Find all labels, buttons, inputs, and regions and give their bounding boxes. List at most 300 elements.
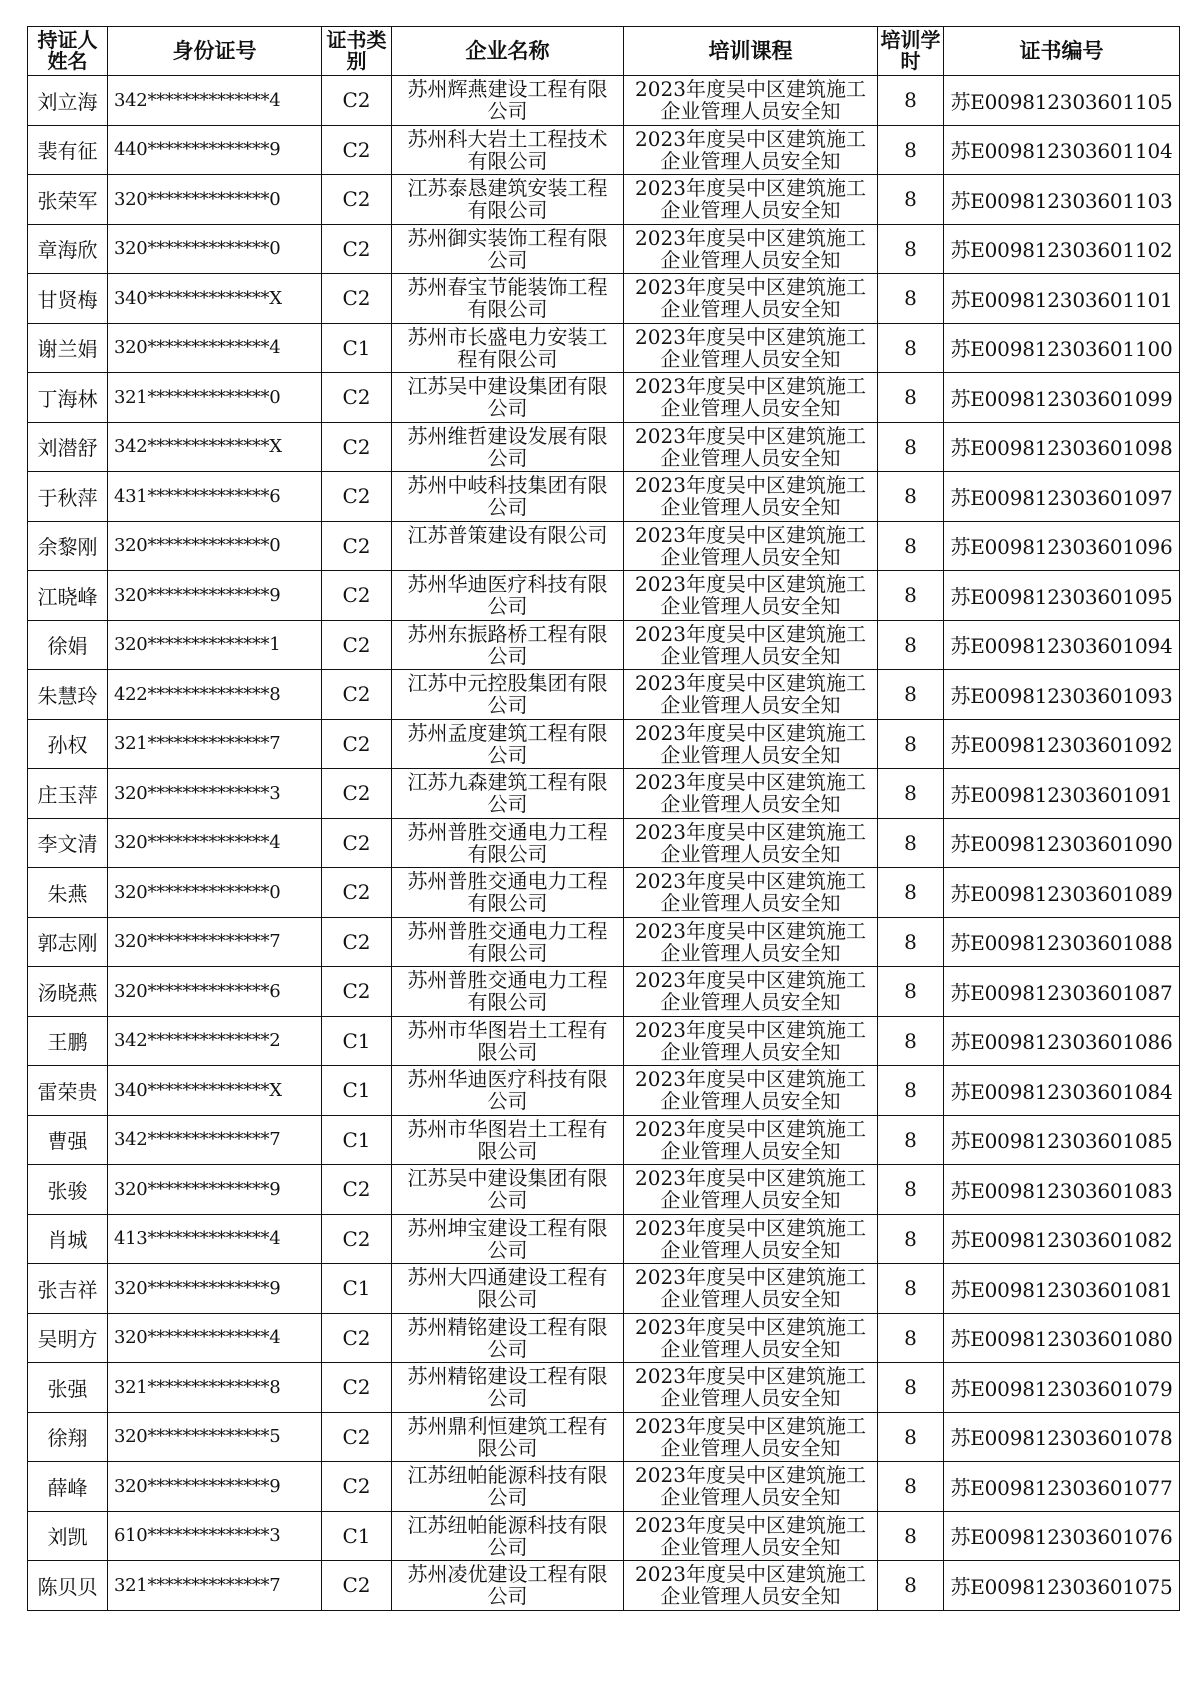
company-name-text: 苏州坤宝建设工程有限公司 — [407, 1215, 608, 1262]
id-number-cell: 320**************0 — [108, 521, 322, 571]
holder-name-cell: 吴明方 — [28, 1313, 108, 1363]
certificate-number-cell: 苏E009812303601102 — [944, 224, 1180, 274]
id-number-cell: 342**************4 — [108, 76, 322, 126]
header-certificate-category: 证书类别 — [322, 27, 392, 76]
table-row — [28, 818, 1180, 868]
holder-name-cell: 朱燕 — [28, 868, 108, 918]
company-name-cell — [392, 1115, 624, 1165]
table-row — [28, 1264, 1180, 1314]
training-course-cell — [624, 868, 878, 918]
table-row — [28, 1462, 1180, 1512]
training-course-text: 2023年度吴中区建筑施工企业管理人员安全知 — [635, 77, 866, 124]
table-row — [28, 224, 1180, 274]
holder-name-cell: 甘贤梅 — [28, 274, 108, 324]
table-row — [28, 125, 1180, 175]
id-number-cell: 610**************3 — [108, 1511, 322, 1561]
certificate-category-cell: C2 — [322, 472, 392, 522]
training-course-cell — [624, 1462, 878, 1512]
header-training-hours: 培训学时 — [878, 27, 944, 76]
id-number-cell: 340**************X — [108, 1066, 322, 1116]
company-name-text: 苏州普胜交通电力工程有限公司 — [407, 918, 608, 965]
company-name-text: 江苏吴中建设集团有限公司 — [407, 374, 608, 421]
certificate-category-cell: C2 — [322, 1214, 392, 1264]
holder-name-cell: 张荣军 — [28, 175, 108, 225]
id-number-cell: 321**************7 — [108, 719, 322, 769]
holder-name-cell: 曹强 — [28, 1115, 108, 1165]
training-course-cell — [624, 670, 878, 720]
company-name-text: 苏州御实装饰工程有限公司 — [407, 225, 608, 272]
holder-name-cell: 庄玉萍 — [28, 769, 108, 819]
company-name-text: 苏州凌优建设工程有限公司 — [407, 1562, 608, 1609]
certificate-number-cell: 苏E009812303601103 — [944, 175, 1180, 225]
id-number-cell: 431**************6 — [108, 472, 322, 522]
training-hours-cell: 8 — [878, 1511, 944, 1561]
certificate-number-cell: 苏E009812303601094 — [944, 620, 1180, 670]
table-row — [28, 373, 1180, 423]
certificate-category-cell: C2 — [322, 274, 392, 324]
company-name-text: 江苏中元控股集团有限公司 — [407, 671, 608, 718]
training-hours-cell: 8 — [878, 1462, 944, 1512]
training-course-text: 2023年度吴中区建筑施工企业管理人员安全知 — [635, 324, 866, 371]
company-name-cell — [392, 1214, 624, 1264]
company-name-cell — [392, 967, 624, 1017]
company-name-text: 苏州普胜交通电力工程有限公司 — [407, 968, 608, 1015]
company-name-text: 苏州鼎利恒建筑工程有限公司 — [407, 1413, 608, 1460]
training-hours-cell: 8 — [878, 125, 944, 175]
table-row — [28, 1214, 1180, 1264]
certificate-category-cell: C2 — [322, 1462, 392, 1512]
holder-name-cell: 张吉祥 — [28, 1264, 108, 1314]
company-name-cell — [392, 1462, 624, 1512]
company-name-text: 苏州春宝节能装饰工程有限公司 — [407, 275, 608, 322]
certificate-category-cell: C2 — [322, 76, 392, 126]
certificate-number-cell: 苏E009812303601084 — [944, 1066, 1180, 1116]
id-number-cell: 422**************8 — [108, 670, 322, 720]
training-course-cell — [624, 1016, 878, 1066]
certificate-number-cell: 苏E009812303601080 — [944, 1313, 1180, 1363]
certificate-category-cell: C2 — [322, 868, 392, 918]
certificate-number-cell: 苏E009812303601096 — [944, 521, 1180, 571]
company-name-cell — [392, 1561, 624, 1611]
certificate-number-cell: 苏E009812303601086 — [944, 1016, 1180, 1066]
company-name-text: 江苏纽帕能源科技有限公司 — [407, 1512, 608, 1559]
certificate-number-cell: 苏E009812303601090 — [944, 818, 1180, 868]
certificate-category-cell: C2 — [322, 620, 392, 670]
holder-name-cell: 陈贝贝 — [28, 1561, 108, 1611]
training-course-text: 2023年度吴中区建筑施工企业管理人员安全知 — [635, 374, 866, 421]
training-course-text: 2023年度吴中区建筑施工企业管理人员安全知 — [635, 176, 866, 223]
certificate-number-cell: 苏E009812303601085 — [944, 1115, 1180, 1165]
company-name-text: 江苏吴中建设集团有限公司 — [407, 1166, 608, 1213]
company-name-cell — [392, 224, 624, 274]
certificate-category-cell: C2 — [322, 670, 392, 720]
company-name-cell — [392, 422, 624, 472]
certificate-category-cell: C2 — [322, 1313, 392, 1363]
training-hours-cell: 8 — [878, 1561, 944, 1611]
training-hours-cell: 8 — [878, 818, 944, 868]
table-row — [28, 571, 1180, 621]
training-course-text: 2023年度吴中区建筑施工企业管理人员安全知 — [635, 1314, 866, 1361]
training-course-cell — [624, 521, 878, 571]
certificate-category-cell: C1 — [322, 1264, 392, 1314]
certificate-category-cell: C1 — [322, 1511, 392, 1561]
company-name-text: 苏州维哲建设发展有限公司 — [407, 423, 608, 470]
certificate-category-cell: C2 — [322, 1165, 392, 1215]
company-name-cell — [392, 373, 624, 423]
company-name-cell — [392, 1412, 624, 1462]
training-course-cell — [624, 818, 878, 868]
training-course-text: 2023年度吴中区建筑施工企业管理人员安全知 — [635, 918, 866, 965]
company-name-cell — [392, 1511, 624, 1561]
training-course-text: 2023年度吴中区建筑施工企业管理人员安全知 — [635, 423, 866, 470]
table-row — [28, 1363, 1180, 1413]
holder-name-cell: 张强 — [28, 1363, 108, 1413]
certificate-number-cell: 苏E009812303601083 — [944, 1165, 1180, 1215]
company-name-text: 苏州中岐科技集团有限公司 — [407, 473, 608, 520]
certificate-number-cell: 苏E009812303601092 — [944, 719, 1180, 769]
company-name-text: 苏州华迪医疗科技有限公司 — [407, 1067, 608, 1114]
training-course-cell — [624, 323, 878, 373]
certificate-category-cell: C2 — [322, 175, 392, 225]
id-number-cell: 320**************0 — [108, 175, 322, 225]
holder-name-cell: 余黎刚 — [28, 521, 108, 571]
table-row — [28, 76, 1180, 126]
holder-name-cell: 谢兰娟 — [28, 323, 108, 373]
certificate-category-cell: C2 — [322, 818, 392, 868]
certificate-category-cell: C2 — [322, 521, 392, 571]
id-number-cell: 321**************8 — [108, 1363, 322, 1413]
training-course-cell — [624, 422, 878, 472]
company-name-cell — [392, 1066, 624, 1116]
holder-name-cell: 章海欣 — [28, 224, 108, 274]
certificate-table — [27, 26, 1180, 1611]
training-course-cell — [624, 472, 878, 522]
table-row — [28, 472, 1180, 522]
certificate-number-cell: 苏E009812303601077 — [944, 1462, 1180, 1512]
table-row — [28, 868, 1180, 918]
table-body — [28, 76, 1180, 1611]
certificate-number-cell: 苏E009812303601099 — [944, 373, 1180, 423]
certificate-category-cell: C2 — [322, 769, 392, 819]
certificate-category-cell: C2 — [322, 125, 392, 175]
training-course-cell — [624, 1313, 878, 1363]
training-course-text: 2023年度吴中区建筑施工企业管理人员安全知 — [635, 720, 866, 767]
id-number-cell: 342**************X — [108, 422, 322, 472]
training-course-cell — [624, 620, 878, 670]
company-name-text: 苏州东振路桥工程有限公司 — [407, 621, 608, 668]
training-course-text: 2023年度吴中区建筑施工企业管理人员安全知 — [635, 819, 866, 866]
training-course-cell — [624, 373, 878, 423]
table-row — [28, 323, 1180, 373]
company-name-cell — [392, 125, 624, 175]
training-course-text: 2023年度吴中区建筑施工企业管理人员安全知 — [635, 1116, 866, 1163]
training-course-cell — [624, 1511, 878, 1561]
training-course-text: 2023年度吴中区建筑施工企业管理人员安全知 — [635, 869, 866, 916]
training-hours-cell: 8 — [878, 1313, 944, 1363]
training-hours-cell: 8 — [878, 224, 944, 274]
company-name-text: 苏州市长盛电力安装工程有限公司 — [407, 324, 608, 371]
training-course-cell — [624, 719, 878, 769]
certificate-number-cell: 苏E009812303601105 — [944, 76, 1180, 126]
company-name-text: 苏州孟度建筑工程有限公司 — [407, 720, 608, 767]
id-number-cell: 321**************7 — [108, 1561, 322, 1611]
training-hours-cell: 8 — [878, 323, 944, 373]
table-row — [28, 1066, 1180, 1116]
training-hours-cell: 8 — [878, 571, 944, 621]
holder-name-cell: 薛峰 — [28, 1462, 108, 1512]
company-name-text: 苏州精铭建设工程有限公司 — [407, 1364, 608, 1411]
table-row — [28, 967, 1180, 1017]
holder-name-cell: 朱慧玲 — [28, 670, 108, 720]
training-course-text: 2023年度吴中区建筑施工企业管理人员安全知 — [635, 1512, 866, 1559]
certificate-category-cell: C2 — [322, 1561, 392, 1611]
training-course-cell — [624, 571, 878, 621]
certificate-number-cell: 苏E009812303601087 — [944, 967, 1180, 1017]
company-name-cell — [392, 521, 624, 571]
training-course-cell — [624, 1214, 878, 1264]
company-name-text: 苏州辉燕建设工程有限公司 — [407, 77, 608, 124]
training-course-cell — [624, 769, 878, 819]
header-company-name: 企业名称 — [392, 27, 624, 76]
header-training-course: 培训课程 — [624, 27, 878, 76]
training-course-text: 2023年度吴中区建筑施工企业管理人员安全知 — [635, 275, 866, 322]
company-name-cell — [392, 1165, 624, 1215]
company-name-cell — [392, 1313, 624, 1363]
training-hours-cell: 8 — [878, 670, 944, 720]
training-course-text: 2023年度吴中区建筑施工企业管理人员安全知 — [635, 225, 866, 272]
company-name-cell — [392, 769, 624, 819]
training-hours-cell: 8 — [878, 1016, 944, 1066]
training-hours-cell: 8 — [878, 1115, 944, 1165]
company-name-cell — [392, 670, 624, 720]
training-course-cell — [624, 274, 878, 324]
holder-name-cell: 郭志刚 — [28, 917, 108, 967]
training-hours-cell: 8 — [878, 1363, 944, 1413]
holder-name-cell: 张骏 — [28, 1165, 108, 1215]
company-name-text: 江苏九森建筑工程有限公司 — [407, 770, 608, 817]
holder-name-cell: 于秋萍 — [28, 472, 108, 522]
certificate-category-cell: C2 — [322, 1412, 392, 1462]
training-course-cell — [624, 1115, 878, 1165]
table-row — [28, 175, 1180, 225]
certificate-number-cell: 苏E009812303601079 — [944, 1363, 1180, 1413]
id-number-cell: 320**************1 — [108, 620, 322, 670]
certificate-category-cell: C2 — [322, 571, 392, 621]
header-id-number: 身份证号 — [108, 27, 322, 76]
company-name-text: 苏州大四通建设工程有限公司 — [407, 1265, 608, 1312]
holder-name-cell: 江晓峰 — [28, 571, 108, 621]
certificate-category-cell: C1 — [322, 323, 392, 373]
table-row — [28, 1115, 1180, 1165]
company-name-text: 苏州精铭建设工程有限公司 — [407, 1314, 608, 1361]
id-number-cell: 320**************4 — [108, 1313, 322, 1363]
training-course-cell — [624, 1412, 878, 1462]
id-number-cell: 342**************7 — [108, 1115, 322, 1165]
certificate-category-cell: C2 — [322, 917, 392, 967]
training-course-cell — [624, 1363, 878, 1413]
certificate-number-cell: 苏E009812303601101 — [944, 274, 1180, 324]
id-number-cell: 320**************5 — [108, 1412, 322, 1462]
certificate-number-cell: 苏E009812303601098 — [944, 422, 1180, 472]
table-row — [28, 670, 1180, 720]
company-name-cell — [392, 274, 624, 324]
training-course-text: 2023年度吴中区建筑施工企业管理人员安全知 — [635, 968, 866, 1015]
certificate-number-cell: 苏E009812303601082 — [944, 1214, 1180, 1264]
table-row — [28, 917, 1180, 967]
training-hours-cell: 8 — [878, 1165, 944, 1215]
training-course-text: 2023年度吴中区建筑施工企业管理人员安全知 — [635, 1463, 866, 1510]
holder-name-cell: 肖城 — [28, 1214, 108, 1264]
training-course-text: 2023年度吴中区建筑施工企业管理人员安全知 — [635, 1215, 866, 1262]
training-course-cell — [624, 967, 878, 1017]
certificate-number-cell: 苏E009812303601089 — [944, 868, 1180, 918]
certificate-number-cell: 苏E009812303601100 — [944, 323, 1180, 373]
company-name-cell — [392, 1264, 624, 1314]
training-hours-cell: 8 — [878, 620, 944, 670]
certificate-number-cell: 苏E009812303601088 — [944, 917, 1180, 967]
id-number-cell: 320**************0 — [108, 224, 322, 274]
training-hours-cell: 8 — [878, 422, 944, 472]
id-number-cell: 320**************9 — [108, 1462, 322, 1512]
company-name-cell — [392, 472, 624, 522]
id-number-cell: 320**************6 — [108, 967, 322, 1017]
training-course-text: 2023年度吴中区建筑施工企业管理人员安全知 — [635, 1166, 866, 1213]
table-row — [28, 521, 1180, 571]
holder-name-cell: 裴有征 — [28, 125, 108, 175]
training-course-cell — [624, 1561, 878, 1611]
company-name-cell — [392, 1016, 624, 1066]
training-course-cell — [624, 1066, 878, 1116]
table-row — [28, 422, 1180, 472]
table-header-row — [28, 27, 1180, 76]
certificate-category-cell: C1 — [322, 1016, 392, 1066]
training-hours-cell: 8 — [878, 1264, 944, 1314]
holder-name-cell: 徐翔 — [28, 1412, 108, 1462]
certificate-category-cell: C2 — [322, 967, 392, 1017]
company-name-cell — [392, 323, 624, 373]
holder-name-cell: 刘潜舒 — [28, 422, 108, 472]
header-certificate-number: 证书编号 — [944, 27, 1180, 76]
id-number-cell: 440**************9 — [108, 125, 322, 175]
id-number-cell: 320**************9 — [108, 1165, 322, 1215]
certificate-category-cell: C2 — [322, 224, 392, 274]
table-row — [28, 620, 1180, 670]
company-name-cell — [392, 1363, 624, 1413]
company-name-cell — [392, 175, 624, 225]
certificate-category-cell: C2 — [322, 373, 392, 423]
training-hours-cell: 8 — [878, 76, 944, 126]
training-hours-cell: 8 — [878, 373, 944, 423]
id-number-cell: 320**************0 — [108, 868, 322, 918]
training-course-text: 2023年度吴中区建筑施工企业管理人员安全知 — [635, 522, 866, 569]
table-row — [28, 1412, 1180, 1462]
id-number-cell: 320**************9 — [108, 571, 322, 621]
training-course-cell — [624, 224, 878, 274]
certificate-category-cell: C2 — [322, 1363, 392, 1413]
id-number-cell: 340**************X — [108, 274, 322, 324]
id-number-cell: 320**************3 — [108, 769, 322, 819]
training-hours-cell: 8 — [878, 769, 944, 819]
holder-name-cell: 孙权 — [28, 719, 108, 769]
certificate-number-cell: 苏E009812303601078 — [944, 1412, 1180, 1462]
table-row — [28, 719, 1180, 769]
certificate-number-cell: 苏E009812303601075 — [944, 1561, 1180, 1611]
id-number-cell: 320**************9 — [108, 1264, 322, 1314]
id-number-cell: 320**************4 — [108, 818, 322, 868]
company-name-text: 苏州市华图岩土工程有限公司 — [407, 1116, 608, 1163]
training-hours-cell: 8 — [878, 1412, 944, 1462]
table-row — [28, 1511, 1180, 1561]
training-course-text: 2023年度吴中区建筑施工企业管理人员安全知 — [635, 621, 866, 668]
training-hours-cell: 8 — [878, 719, 944, 769]
holder-name-cell: 李文清 — [28, 818, 108, 868]
company-name-text: 苏州普胜交通电力工程有限公司 — [407, 869, 608, 916]
id-number-cell: 321**************0 — [108, 373, 322, 423]
training-course-text: 2023年度吴中区建筑施工企业管理人员安全知 — [635, 572, 866, 619]
company-name-text: 苏州科大岩土工程技术有限公司 — [407, 126, 608, 173]
header-holder-name: 持证人姓名 — [28, 27, 108, 76]
id-number-cell: 413**************4 — [108, 1214, 322, 1264]
certificate-number-cell: 苏E009812303601097 — [944, 472, 1180, 522]
holder-name-cell: 丁海林 — [28, 373, 108, 423]
company-name-text: 江苏泰恳建筑安装工程有限公司 — [407, 176, 608, 223]
training-hours-cell: 8 — [878, 472, 944, 522]
table-row — [28, 1165, 1180, 1215]
training-hours-cell: 8 — [878, 967, 944, 1017]
training-hours-cell: 8 — [878, 1214, 944, 1264]
id-number-cell: 320**************4 — [108, 323, 322, 373]
id-number-cell: 320**************7 — [108, 917, 322, 967]
table-row — [28, 274, 1180, 324]
id-number-cell: 342**************2 — [108, 1016, 322, 1066]
certificate-category-cell: C1 — [322, 1066, 392, 1116]
certificate-number-cell: 苏E009812303601091 — [944, 769, 1180, 819]
training-course-cell — [624, 76, 878, 126]
training-course-text: 2023年度吴中区建筑施工企业管理人员安全知 — [635, 1413, 866, 1460]
training-course-cell — [624, 125, 878, 175]
training-course-cell — [624, 917, 878, 967]
training-course-text: 2023年度吴中区建筑施工企业管理人员安全知 — [635, 126, 866, 173]
holder-name-cell: 刘凯 — [28, 1511, 108, 1561]
table-row — [28, 769, 1180, 819]
table-row — [28, 1016, 1180, 1066]
training-hours-cell: 8 — [878, 521, 944, 571]
training-course-text: 2023年度吴中区建筑施工企业管理人员安全知 — [635, 1017, 866, 1064]
certificate-category-cell: C2 — [322, 422, 392, 472]
company-name-cell — [392, 571, 624, 621]
company-name-text: 江苏纽帕能源科技有限公司 — [407, 1463, 608, 1510]
training-course-text: 2023年度吴中区建筑施工企业管理人员安全知 — [635, 1364, 866, 1411]
training-course-cell — [624, 175, 878, 225]
company-name-cell — [392, 818, 624, 868]
training-hours-cell: 8 — [878, 868, 944, 918]
training-hours-cell: 8 — [878, 1066, 944, 1116]
training-course-cell — [624, 1165, 878, 1215]
table-row — [28, 1561, 1180, 1611]
training-course-text: 2023年度吴中区建筑施工企业管理人员安全知 — [635, 1562, 866, 1609]
holder-name-cell: 雷荣贵 — [28, 1066, 108, 1116]
training-hours-cell: 8 — [878, 917, 944, 967]
training-course-text: 2023年度吴中区建筑施工企业管理人员安全知 — [635, 671, 866, 718]
certificate-number-cell: 苏E009812303601081 — [944, 1264, 1180, 1314]
company-name-text: 苏州普胜交通电力工程有限公司 — [407, 819, 608, 866]
company-name-cell — [392, 868, 624, 918]
training-course-text: 2023年度吴中区建筑施工企业管理人员安全知 — [635, 770, 866, 817]
company-name-cell — [392, 719, 624, 769]
holder-name-cell: 汤晓燕 — [28, 967, 108, 1017]
certificate-category-cell: C2 — [322, 719, 392, 769]
company-name-cell — [392, 620, 624, 670]
